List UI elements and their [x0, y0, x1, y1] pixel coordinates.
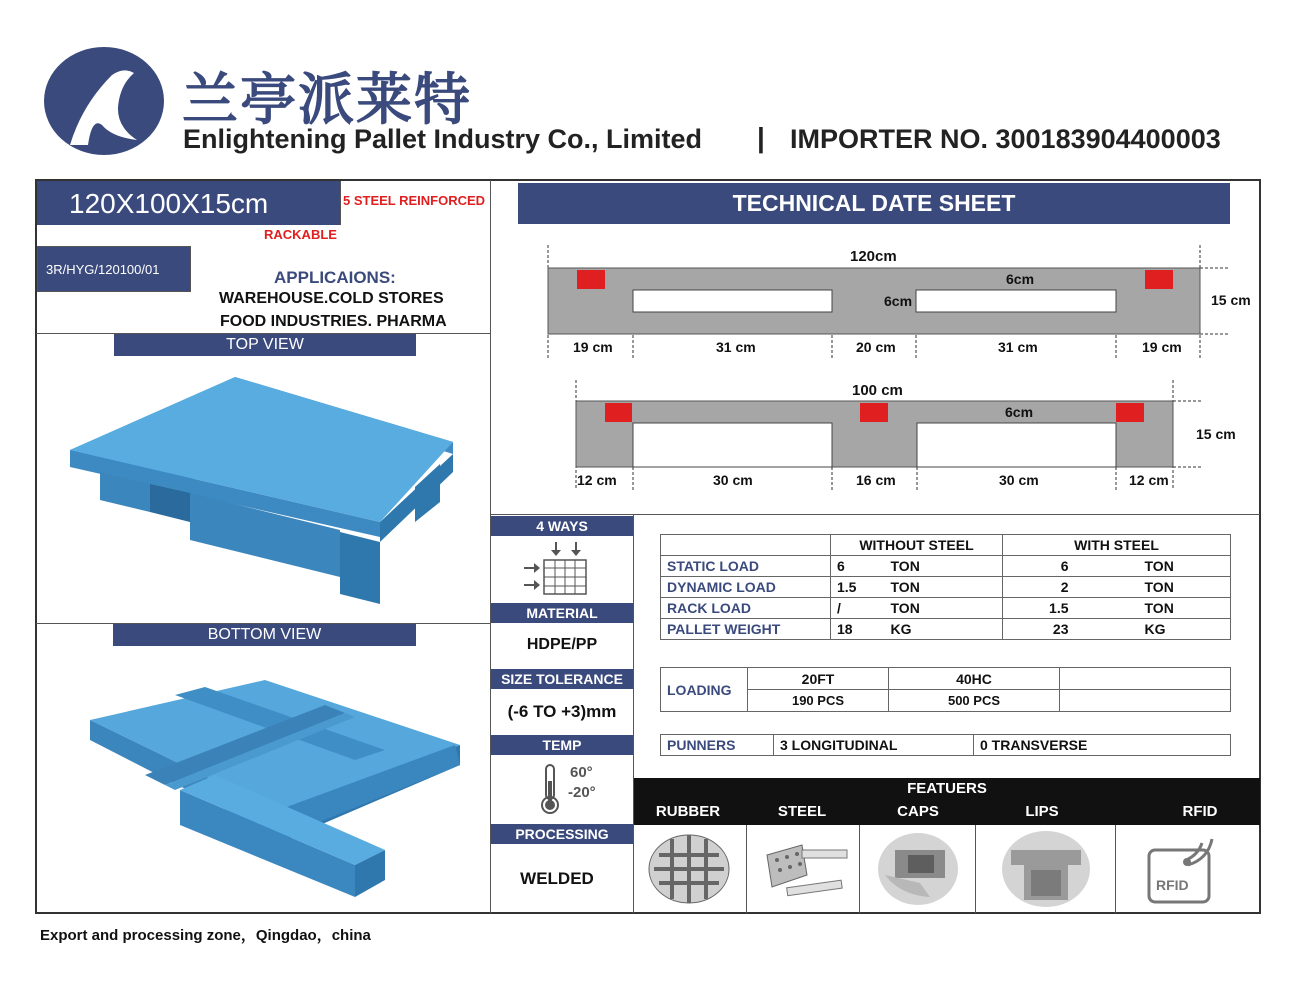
drawing2-seg-3: 16 cm: [856, 472, 896, 488]
drawing1-seg-4: 31 cm: [998, 339, 1038, 355]
product-code-box: [37, 246, 191, 292]
temp-high: 60°: [570, 764, 593, 781]
feature-steel: [747, 825, 860, 913]
company-name-cn: 兰亭派莱特: [182, 68, 472, 133]
load-value: 6: [831, 556, 885, 577]
load-unit: TON: [1075, 556, 1231, 577]
runners-transverse: 0 TRANSVERSE: [974, 735, 1231, 756]
company-name-en: Enlightening Pallet Industry Co., Limited: [183, 124, 703, 154]
features-title: FEATUERS: [907, 780, 987, 797]
load-value: 6: [1003, 556, 1075, 577]
tolerance-label: SIZE TOLERANCE: [491, 669, 633, 689]
table-row: [661, 619, 1231, 640]
load-value: 23: [1003, 619, 1075, 640]
temp-label: TEMP: [491, 735, 633, 755]
material-label: MATERIAL: [491, 603, 633, 623]
steel-badge: 5 STEEL REINFORCED: [343, 193, 486, 208]
drawing1-seg-5: 19 cm: [1142, 339, 1182, 355]
feature-rubber: [634, 825, 747, 913]
runners-table: [660, 734, 1231, 756]
load-header-without-steel: WITHOUT STEEL: [831, 535, 1003, 556]
rfid-text: RFID: [1156, 877, 1189, 893]
load-unit: TON: [885, 598, 1003, 619]
drawing2-seg-2: 30 cm: [713, 472, 753, 488]
load-value: 18: [831, 619, 885, 640]
drawing2-seg-1: 12 cm: [577, 472, 617, 488]
importer-number: IMPORTER NO. 300183904400003: [790, 124, 1221, 154]
loading-col-20ft: 20FT: [748, 668, 889, 690]
load-header-with-steel: WITH STEEL: [1003, 535, 1231, 556]
pallet-bottom-view-image: [85, 665, 465, 910]
lips-icon: [976, 825, 1116, 913]
rubber-grip-icon: [634, 825, 747, 913]
steel-tube-icon: [747, 825, 860, 913]
loading-table: [660, 667, 1231, 712]
drawing2-seg-5: 12 cm: [1129, 472, 1169, 488]
material-value: HDPE/PP: [526, 636, 598, 653]
load-unit: KG: [1075, 619, 1231, 640]
drawing1-width: 120cm: [850, 248, 897, 265]
load-table: [660, 534, 1231, 640]
sheet-title: TECHNICAL DATE SHEET: [518, 183, 1230, 224]
feature-label-rubber: RUBBER: [655, 803, 721, 820]
product-size: 120X100X15cm: [69, 188, 269, 219]
loading-label: LOADING: [661, 668, 748, 712]
loading-col-40hc: 40HC: [889, 668, 1060, 690]
applications-line-1: WAREHOUSE.COLD STORES: [219, 290, 444, 307]
feature-label-rfid: RFID: [1182, 803, 1218, 820]
feature-label-caps: CAPS: [897, 803, 939, 820]
size-box: [37, 181, 341, 225]
loading-value-20ft: 190 PCS: [748, 690, 889, 712]
company-logo: [42, 45, 172, 157]
load-unit: KG: [885, 619, 1003, 640]
drawing1-seg-2: 31 cm: [716, 339, 756, 355]
divider-drawings: [490, 514, 1260, 515]
feature-label-lips: LIPS: [1025, 803, 1059, 820]
loading-value-40hc: 500 PCS: [889, 690, 1060, 712]
feature-rfid: [1116, 825, 1259, 913]
thermometer-icon: [538, 763, 562, 815]
load-unit: TON: [1075, 598, 1231, 619]
pallet-top-view-image: [60, 372, 460, 607]
runners-longitudinal: 3 LONGITUDINAL: [774, 735, 974, 756]
drawing2-height: 15 cm: [1196, 426, 1236, 442]
tolerance-value: (-6 TO +3)mm: [507, 702, 617, 721]
footer-address: Export and processing zone，Qingdao，china: [40, 927, 371, 944]
drawing1-deck: 6cm: [1006, 271, 1035, 287]
header-separator: |: [757, 122, 765, 153]
applications-title: APPLICAIONS:: [274, 268, 396, 287]
runners-label: PUNNERS: [661, 735, 774, 756]
drawing2-deck: 6cm: [1005, 404, 1034, 420]
processing-value: WELDED: [520, 869, 594, 888]
processing-label: PROCESSING: [491, 824, 633, 844]
load-label: STATIC LOAD: [661, 556, 831, 577]
caps-icon: [860, 825, 976, 913]
table-row: [661, 598, 1231, 619]
drawing1-inner: 6cm: [884, 293, 913, 309]
drawing1-seg-1: 19 cm: [573, 339, 613, 355]
drawing1-height: 15 cm: [1211, 292, 1251, 308]
rackable-label: RACKABLE: [264, 227, 337, 242]
top-view-label: TOP VIEW: [114, 334, 416, 356]
drawing2-seg-4: 30 cm: [999, 472, 1039, 488]
drawing1-seg-3: 20 cm: [856, 339, 896, 355]
rfid-icon: [1116, 825, 1259, 913]
applications-line-2: FOOD INDUSTRIES. PHARMA: [220, 313, 447, 330]
four-way-entry-icon: [522, 540, 592, 598]
load-value: 1.5: [1003, 598, 1075, 619]
load-label: RACK LOAD: [661, 598, 831, 619]
load-value: /: [831, 598, 885, 619]
feature-lips: [976, 825, 1116, 913]
load-unit: TON: [885, 577, 1003, 598]
drawing2-width: 100 cm: [852, 382, 903, 399]
load-unit: TON: [1075, 577, 1231, 598]
temp-low: -20°: [568, 784, 596, 801]
load-value: 2: [1003, 577, 1075, 598]
feature-caps: [860, 825, 976, 913]
load-label: DYNAMIC LOAD: [661, 577, 831, 598]
table-row: [661, 577, 1231, 598]
load-label: PALLET WEIGHT: [661, 619, 831, 640]
load-value: 1.5: [831, 577, 885, 598]
table-row: [661, 556, 1231, 577]
divider-left: [490, 180, 491, 913]
feature-label-steel: STEEL: [777, 803, 827, 820]
product-code: 3R/HYG/120100/01: [46, 262, 160, 277]
bottom-view-label: BOTTOM VIEW: [113, 624, 416, 646]
load-unit: TON: [885, 556, 1003, 577]
ways-label: 4 WAYS: [491, 516, 633, 536]
